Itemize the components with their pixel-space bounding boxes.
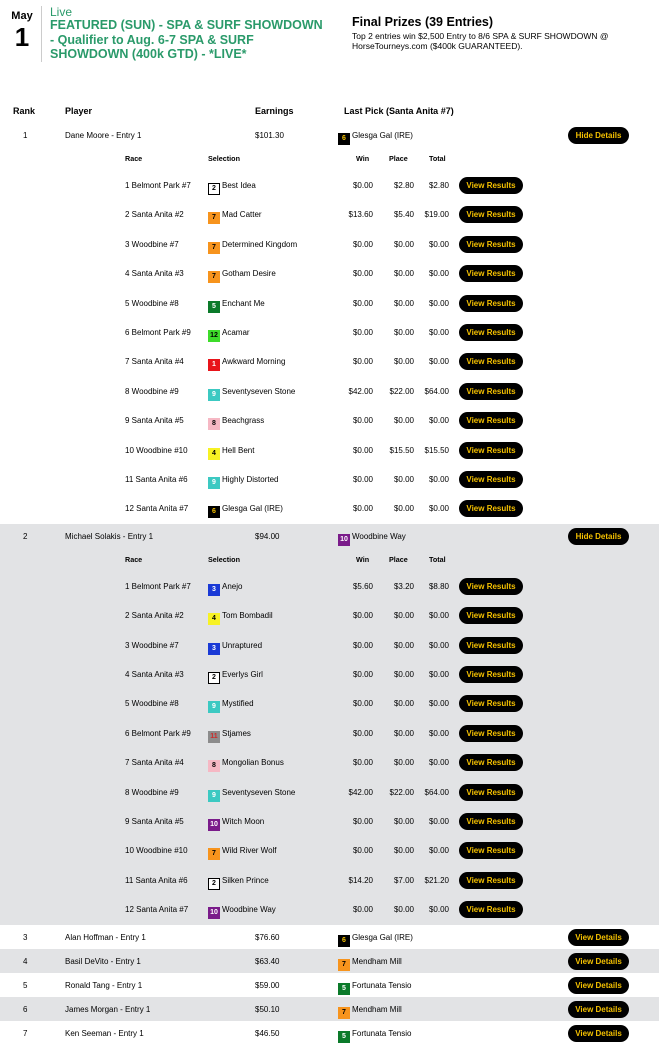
selection-horse: Mad Catter	[222, 210, 262, 220]
sub-col-selection: Selection	[208, 554, 240, 564]
selection-horse: Silken Prince	[222, 875, 269, 885]
last-pick	[338, 131, 413, 145]
race-row	[0, 836, 659, 865]
saddle-cloth-badge: 12	[208, 330, 220, 342]
race-total: $0.00	[428, 728, 449, 738]
race-total: $2.80	[428, 181, 449, 190]
saddle-cloth-badge: 6	[338, 935, 350, 947]
race-win: $0.00	[352, 905, 373, 915]
last-pick-horse: Mendham Mill	[352, 956, 402, 966]
race-row	[0, 259, 659, 288]
player-details	[0, 147, 659, 524]
selection	[208, 817, 264, 831]
selection-horse: Unraptured	[222, 640, 263, 650]
race-total: $64.00	[424, 787, 449, 797]
race-row	[0, 778, 659, 807]
saddle-cloth-badge: 10	[338, 534, 350, 546]
player-name: James Morgan - Entry 1	[65, 1004, 151, 1014]
last-pick	[338, 1005, 402, 1019]
race-row	[0, 289, 659, 318]
player-rank: 7	[23, 1028, 28, 1038]
saddle-cloth-badge: 6	[338, 133, 350, 145]
race-row	[0, 866, 659, 895]
saddle-cloth-badge: 10	[208, 819, 220, 831]
race-win: $0.00	[352, 816, 373, 826]
race-win: $0.00	[352, 611, 373, 621]
view-results-button[interactable]: View Results	[459, 177, 523, 194]
player-name: Basil DeVito - Entry 1	[65, 956, 141, 966]
selection-horse: Highly Distorted	[222, 475, 279, 484]
player-earnings: $94.00	[255, 531, 280, 541]
selection	[208, 699, 254, 713]
saddle-cloth-badge: 9	[208, 701, 220, 713]
saddle-cloth-badge: 10	[208, 907, 220, 919]
view-results-button[interactable]: View Results	[459, 725, 523, 742]
selection-horse: Tom Bombadil	[222, 611, 273, 621]
selection	[208, 357, 285, 371]
saddle-cloth-badge: 9	[208, 790, 220, 802]
race-place: $0.00	[393, 816, 414, 826]
race-name: 7 Santa Anita #4	[125, 758, 184, 768]
view-results-button[interactable]: View Results	[459, 295, 523, 312]
race-name: 9 Santa Anita #5	[125, 816, 184, 826]
selection-horse: Acamar	[222, 328, 250, 337]
last-pick-horse: Glesga Gal (IRE)	[352, 932, 413, 942]
saddle-cloth-badge: 7	[208, 242, 220, 254]
player-earnings: $101.30	[255, 131, 284, 140]
saddle-cloth-badge: 7	[338, 959, 350, 971]
race-win: $13.60	[348, 210, 373, 220]
player-earnings: $46.50	[255, 1028, 280, 1038]
selection-horse: Wild River Wolf	[222, 846, 277, 856]
saddle-cloth-badge: 5	[338, 983, 350, 995]
saddle-cloth-badge: 1	[208, 359, 220, 371]
race-place: $5.40	[393, 210, 414, 220]
last-pick	[338, 957, 402, 971]
race-win: $0.00	[352, 269, 373, 279]
race-name: 4 Santa Anita #3	[125, 669, 184, 679]
last-pick-horse: Glesga Gal (IRE)	[352, 131, 413, 140]
selection	[208, 446, 254, 460]
selection	[208, 210, 262, 224]
race-row	[0, 631, 659, 660]
race-place: $0.00	[393, 611, 414, 621]
race-total: $0.00	[428, 699, 449, 709]
saddle-cloth-badge: 2	[208, 183, 220, 195]
selection	[208, 387, 295, 401]
view-results-button[interactable]: View Results	[459, 578, 523, 595]
race-win: $42.00	[348, 787, 373, 797]
selection	[208, 729, 251, 743]
player-earnings: $59.00	[255, 980, 280, 990]
race-row	[0, 895, 659, 924]
view-details-button[interactable]: View Details	[568, 953, 629, 970]
race-name: 8 Woodbine #9	[125, 386, 179, 396]
status-live: Live	[50, 5, 73, 19]
race-name: 5 Woodbine #8	[125, 699, 179, 709]
race-total: $0.00	[428, 640, 449, 650]
race-win: $0.00	[352, 445, 373, 455]
saddle-cloth-badge: 2	[208, 878, 220, 890]
selection	[208, 240, 297, 254]
race-win: $5.60	[352, 581, 373, 591]
sub-col-race: Race	[125, 154, 143, 163]
race-total: $0.00	[428, 669, 449, 679]
player-row	[0, 123, 659, 147]
view-results-button[interactable]: View Results	[459, 901, 523, 918]
race-row	[0, 807, 659, 836]
race-row	[0, 689, 659, 718]
selection	[208, 582, 242, 596]
race-name: 1 Belmont Park #7	[125, 181, 191, 190]
race-win: $0.00	[352, 504, 373, 514]
last-pick	[338, 1029, 411, 1043]
hide-details-button[interactable]: Hide Details	[568, 528, 629, 545]
race-row	[0, 347, 659, 376]
race-place: $0.00	[393, 905, 414, 915]
race-total: $8.80	[428, 581, 449, 591]
saddle-cloth-badge: 7	[208, 271, 220, 283]
player-name: Ronald Tang - Entry 1	[65, 980, 143, 990]
view-results-button[interactable]: View Results	[459, 637, 523, 654]
selection	[208, 876, 269, 890]
race-name: 2 Santa Anita #2	[125, 210, 184, 220]
race-place: $0.00	[393, 357, 414, 367]
selection-horse: Awkward Morning	[222, 357, 286, 367]
selection	[208, 299, 265, 313]
player-row	[0, 949, 659, 973]
view-results-button[interactable]: View Results	[459, 500, 523, 517]
race-name: 11 Santa Anita #6	[125, 475, 188, 484]
player-row	[0, 973, 659, 997]
race-total: $0.00	[428, 416, 449, 426]
col-earnings: Earnings	[255, 106, 294, 116]
last-pick-horse: Fortunata Tensio	[352, 1028, 412, 1038]
sub-col-total: Total	[429, 154, 446, 163]
view-results-button[interactable]: View Results	[459, 813, 523, 830]
race-win: $42.00	[348, 386, 373, 396]
race-win: $0.00	[352, 328, 373, 337]
player-name: Dane Moore - Entry 1	[65, 131, 142, 140]
selection	[208, 504, 283, 518]
view-results-button[interactable]: View Results	[459, 872, 523, 889]
saddle-cloth-badge: 4	[208, 448, 220, 460]
race-total: $0.00	[428, 357, 449, 367]
view-results-button[interactable]: View Results	[459, 695, 523, 712]
race-row	[0, 171, 659, 200]
selection	[208, 846, 277, 860]
race-name: 1 Belmont Park #7	[125, 581, 191, 591]
selection	[208, 641, 262, 655]
race-name: 10 Woodbine #10	[125, 445, 188, 455]
race-win: $0.00	[352, 181, 373, 190]
race-win: $0.00	[352, 728, 373, 738]
selection	[208, 328, 250, 342]
selection	[208, 269, 276, 283]
date-block	[10, 10, 34, 50]
col-player: Player	[65, 106, 93, 116]
player-row	[0, 1021, 659, 1045]
race-total: $19.00	[424, 210, 449, 220]
selection	[208, 788, 295, 802]
race-win: $0.00	[352, 475, 373, 484]
selection-horse: Beachgrass	[222, 416, 265, 426]
selection	[208, 758, 284, 772]
race-row	[0, 572, 659, 601]
saddle-cloth-badge: 6	[208, 506, 220, 518]
race-place: $0.00	[393, 269, 414, 279]
view-results-button[interactable]: View Results	[459, 471, 523, 488]
selection	[208, 475, 278, 489]
saddle-cloth-badge: 7	[208, 848, 220, 860]
date-month: May	[11, 10, 33, 22]
date-day: 1	[14, 22, 30, 52]
race-row	[0, 318, 659, 347]
col-rank: Rank	[13, 106, 36, 116]
saddle-cloth-badge: 2	[208, 672, 220, 684]
view-results-button[interactable]: View Results	[459, 442, 523, 459]
selection-horse: Stjames	[222, 728, 251, 738]
race-row	[0, 601, 659, 630]
sub-col-win: Win	[356, 154, 370, 163]
race-win: $0.00	[352, 640, 373, 650]
race-win: $14.20	[348, 875, 373, 885]
selection-horse: Seventyseven Stone	[222, 787, 296, 797]
saddle-cloth-badge: 5	[338, 1031, 350, 1043]
race-name: 9 Santa Anita #5	[125, 416, 184, 426]
saddle-cloth-badge: 9	[208, 389, 220, 401]
race-place: $7.00	[393, 875, 414, 885]
last-pick-horse: Woodbine Way	[352, 531, 406, 541]
race-place: $0.00	[393, 416, 414, 426]
race-total: $21.20	[424, 875, 449, 885]
player-row	[0, 997, 659, 1021]
player-rank: 3	[23, 932, 28, 942]
race-total: $0.00	[428, 905, 449, 915]
hide-details-button[interactable]: Hide Details	[568, 127, 629, 144]
view-results-button[interactable]: View Results	[459, 324, 523, 341]
race-total: $15.50	[424, 445, 449, 455]
selection-horse: Seventyseven Stone	[222, 386, 296, 396]
player-rank: 4	[23, 956, 28, 966]
saddle-cloth-badge: 7	[338, 1007, 350, 1019]
race-win: $0.00	[352, 298, 373, 308]
race-place: $0.00	[393, 728, 414, 738]
race-row	[0, 748, 659, 777]
player-rank: 5	[23, 980, 28, 990]
race-total: $0.00	[428, 328, 449, 337]
view-results-button[interactable]: View Results	[459, 412, 523, 429]
race-total: $64.00	[424, 386, 449, 396]
race-place: $0.00	[393, 846, 414, 856]
selection-horse: Hell Bent	[222, 445, 255, 455]
race-place: $0.00	[393, 475, 414, 484]
player-earnings: $76.60	[255, 932, 280, 942]
race-row	[0, 377, 659, 406]
last-pick	[338, 933, 413, 947]
saddle-cloth-badge: 5	[208, 301, 220, 313]
race-name: 6 Belmont Park #9	[125, 328, 191, 337]
selection	[208, 670, 263, 684]
player-name: Ken Seeman - Entry 1	[65, 1028, 144, 1038]
player-earnings: $50.10	[255, 1004, 280, 1014]
race-row	[0, 465, 659, 494]
race-name: 5 Woodbine #8	[125, 298, 179, 308]
selection-horse: Anejo	[222, 581, 243, 591]
race-place: $0.00	[393, 669, 414, 679]
race-total: $0.00	[428, 846, 449, 856]
view-results-button[interactable]: View Results	[459, 842, 523, 859]
view-results-button[interactable]: View Results	[459, 236, 523, 253]
saddle-cloth-badge: 3	[208, 643, 220, 655]
race-total: $0.00	[428, 239, 449, 249]
view-results-button[interactable]: View Results	[459, 265, 523, 282]
race-total: $0.00	[428, 475, 449, 484]
race-name: 12 Santa Anita #7	[125, 504, 189, 514]
race-place: $22.00	[389, 386, 414, 396]
race-name: 7 Santa Anita #4	[125, 357, 184, 367]
race-win: $0.00	[352, 699, 373, 709]
race-row	[0, 436, 659, 465]
saddle-cloth-badge: 8	[208, 760, 220, 772]
race-win: $0.00	[352, 416, 373, 426]
race-name: 2 Santa Anita #2	[125, 611, 184, 621]
selection	[208, 181, 256, 195]
saddle-cloth-badge: 9	[208, 477, 220, 489]
selection-horse: Witch Moon	[222, 816, 265, 826]
race-name: 3 Woodbine #7	[125, 640, 179, 650]
header-divider	[41, 6, 42, 62]
player-row	[0, 925, 659, 949]
last-pick-horse: Mendham Mill	[352, 1004, 402, 1014]
view-results-button[interactable]: View Results	[459, 383, 523, 400]
col-last-pick: Last Pick (Santa Anita #7)	[344, 106, 454, 116]
selection	[208, 416, 264, 430]
view-details-button[interactable]: View Details	[568, 1001, 629, 1018]
view-results-button[interactable]: View Results	[459, 754, 523, 771]
race-name: 8 Woodbine #9	[125, 787, 179, 797]
player-details	[0, 548, 659, 925]
race-name: 4 Santa Anita #3	[125, 269, 184, 279]
race-row	[0, 230, 659, 259]
selection-horse: Woodbine Way	[222, 905, 276, 915]
player-rank: 1	[23, 131, 28, 140]
view-details-button[interactable]: View Details	[568, 977, 629, 994]
player-earnings: $63.40	[255, 956, 280, 966]
player-rank: 2	[23, 531, 28, 541]
sub-col-win: Win	[356, 554, 370, 564]
race-row	[0, 719, 659, 748]
view-details-button[interactable]: View Details	[568, 1025, 629, 1042]
sub-col-selection: Selection	[208, 154, 240, 163]
prizes-description: Top 2 entries win $2,500 Entry to 8/6 SPA & SURF SHOWDOWN @ HorseTourneys.com ($400k GUARANTEED).	[352, 31, 609, 51]
saddle-cloth-badge: 3	[208, 584, 220, 596]
race-win: $0.00	[352, 239, 373, 249]
player-row	[0, 524, 659, 548]
race-place: $0.00	[393, 504, 414, 514]
selection	[208, 611, 273, 625]
race-name: 6 Belmont Park #9	[125, 728, 191, 738]
view-results-button[interactable]: View Results	[459, 607, 523, 624]
selection-horse: Everlys Girl	[222, 669, 263, 679]
race-place: $22.00	[389, 787, 414, 797]
race-place: $0.00	[393, 758, 414, 768]
race-total: $0.00	[428, 504, 449, 514]
player-rank: 6	[23, 1004, 28, 1014]
last-pick	[338, 981, 411, 995]
race-win: $0.00	[352, 357, 373, 367]
race-name: 3 Woodbine #7	[125, 239, 179, 249]
selection-horse: Gotham Desire	[222, 269, 276, 279]
view-results-button[interactable]: View Results	[459, 206, 523, 223]
sub-col-place: Place	[389, 554, 408, 564]
last-pick	[338, 532, 406, 546]
race-total: $0.00	[428, 298, 449, 308]
last-pick-horse: Fortunata Tensio	[352, 980, 412, 990]
selection	[208, 905, 276, 919]
sub-col-race: Race	[125, 554, 143, 564]
prizes-title: Final Prizes (39 Entries)	[352, 15, 494, 29]
race-row	[0, 200, 659, 229]
tournament-title: FEATURED (SUN) - SPA & SURF SHOWDOWN - Qualifier to Aug. 6-7 SPA & SURF SHOWDOWN (400k GTD) - *LIVE*	[50, 18, 323, 61]
view-results-button[interactable]: View Results	[459, 784, 523, 801]
saddle-cloth-badge: 7	[208, 212, 220, 224]
race-name: 10 Woodbine #10	[125, 846, 188, 856]
race-row	[0, 406, 659, 435]
sub-col-total: Total	[429, 554, 446, 564]
race-place: $0.00	[393, 239, 414, 249]
player-name: Michael Solakis - Entry 1	[65, 531, 154, 541]
view-results-button[interactable]: View Results	[459, 353, 523, 370]
saddle-cloth-badge: 8	[208, 418, 220, 430]
view-results-button[interactable]: View Results	[459, 666, 523, 683]
race-place: $0.00	[393, 328, 414, 337]
selection-horse: Mongolian Bonus	[222, 758, 284, 768]
saddle-cloth-badge: 11	[208, 731, 220, 743]
race-win: $0.00	[352, 846, 373, 856]
selection-horse: Mystified	[222, 699, 254, 709]
selection-horse: Enchant Me	[222, 298, 265, 308]
race-place: $0.00	[393, 699, 414, 709]
race-name: 12 Santa Anita #7	[125, 905, 189, 915]
saddle-cloth-badge: 4	[208, 613, 220, 625]
race-total: $0.00	[428, 611, 449, 621]
race-place: $2.80	[393, 181, 414, 190]
race-win: $0.00	[352, 669, 373, 679]
player-name: Alan Hoffman - Entry 1	[65, 932, 146, 942]
race-place: $0.00	[393, 640, 414, 650]
race-place: $0.00	[393, 298, 414, 308]
race-row	[0, 660, 659, 689]
selection-horse: Glesga Gal (IRE)	[222, 504, 283, 514]
selection-horse: Best Idea	[222, 181, 256, 190]
race-name: 11 Santa Anita #6	[125, 875, 188, 885]
race-total: $0.00	[428, 758, 449, 768]
race-win: $0.00	[352, 758, 373, 768]
race-row	[0, 494, 659, 523]
selection-horse: Determined Kingdom	[222, 239, 298, 249]
sub-col-place: Place	[389, 154, 408, 163]
race-place: $3.20	[393, 581, 414, 591]
view-details-button[interactable]: View Details	[568, 929, 629, 946]
race-total: $0.00	[428, 816, 449, 826]
race-place: $15.50	[389, 445, 414, 455]
race-total: $0.00	[428, 269, 449, 279]
